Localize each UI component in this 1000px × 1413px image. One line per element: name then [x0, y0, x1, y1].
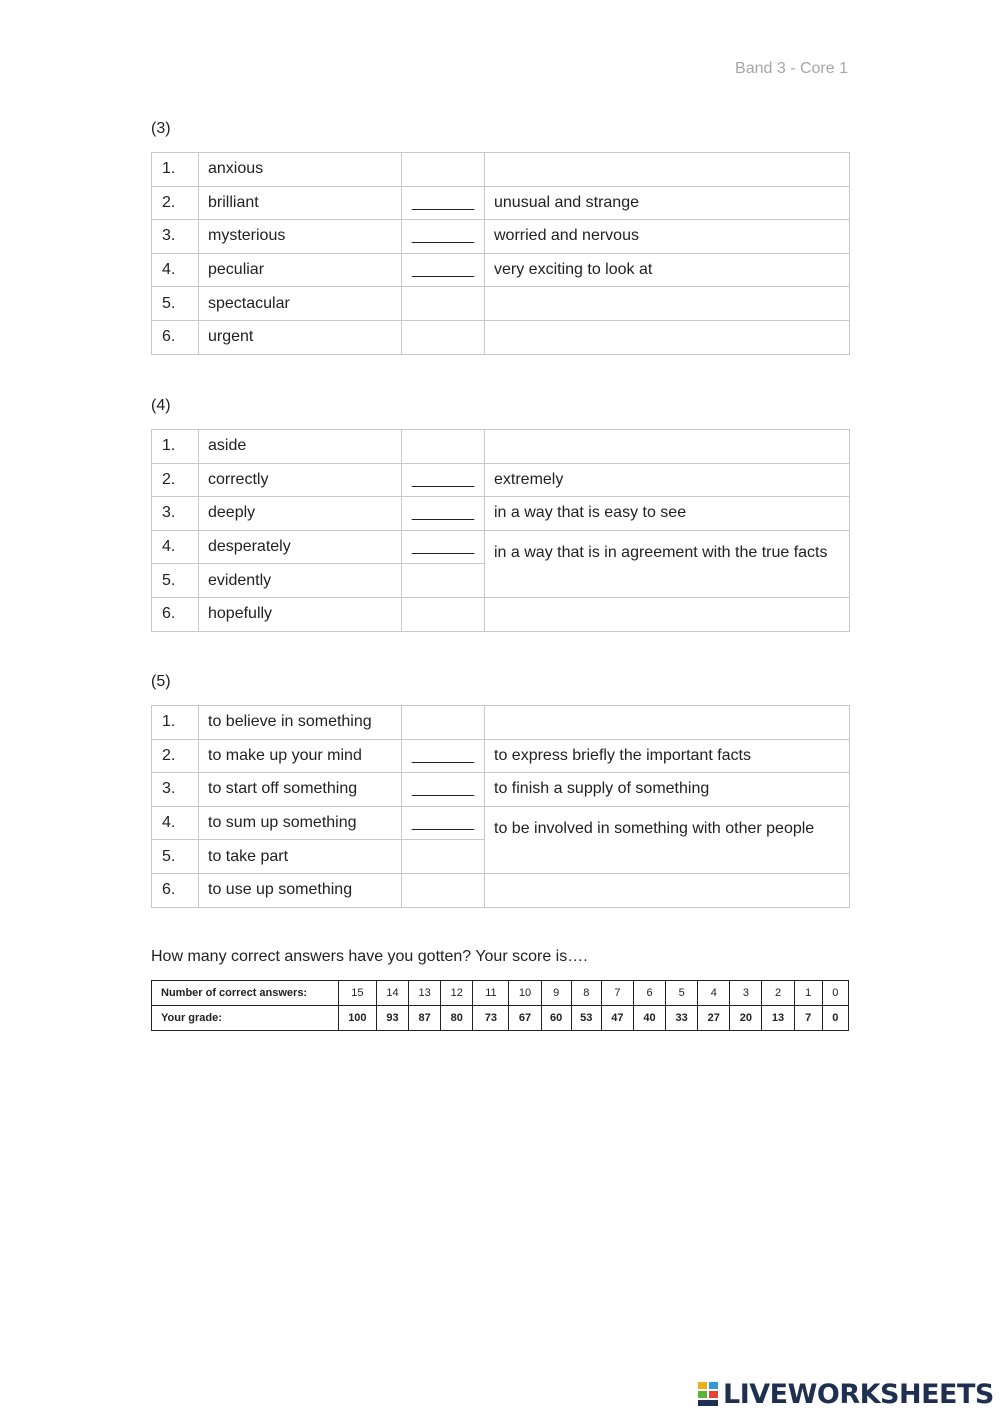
- definition-cell: worried and nervous: [485, 220, 850, 254]
- word-cell: to make up your mind: [199, 739, 402, 773]
- table-row: [152, 530, 850, 564]
- answer-blank[interactable]: [402, 840, 485, 874]
- row-number: 2.: [152, 739, 199, 773]
- row-number: 2.: [152, 463, 199, 497]
- word-cell: to take part: [199, 840, 402, 874]
- grade-cell: 60: [541, 1006, 571, 1031]
- grade-cell: 0: [822, 1006, 848, 1031]
- grade-cell: 7: [794, 1006, 822, 1031]
- definition-cell: in a way that is in agreement with the true facts: [485, 530, 850, 597]
- row-number: 4.: [152, 253, 199, 287]
- grade-cell: 13: [762, 1006, 794, 1031]
- correct-count-cell: 11: [473, 981, 509, 1006]
- grade-cell: 73: [473, 1006, 509, 1031]
- definition-cell: unusual and strange: [485, 186, 850, 220]
- grade-cell: 20: [730, 1006, 762, 1031]
- table-row: [152, 873, 850, 907]
- row-number: 3.: [152, 220, 199, 254]
- definition-cell: [485, 706, 850, 740]
- correct-count-cell: 9: [541, 981, 571, 1006]
- grade-cell: 80: [441, 1006, 473, 1031]
- answer-blank[interactable]: _______: [402, 186, 485, 220]
- answer-blank[interactable]: [402, 597, 485, 631]
- answer-blank[interactable]: [402, 873, 485, 907]
- answer-blank[interactable]: [402, 153, 485, 187]
- row-number: 6.: [152, 320, 199, 354]
- answer-blank[interactable]: _______: [402, 530, 485, 564]
- answer-blank[interactable]: [402, 706, 485, 740]
- grade-cell: 67: [509, 1006, 541, 1031]
- table-row: [152, 320, 850, 354]
- table-row: [152, 806, 850, 840]
- score-question: How many correct answers have you gotten? Your score is….: [151, 948, 588, 965]
- word-cell: urgent: [199, 320, 402, 354]
- correct-count-cell: 6: [633, 981, 665, 1006]
- word-cell: spectacular: [199, 287, 402, 321]
- definition-cell: [485, 320, 850, 354]
- row-number: 1.: [152, 430, 199, 464]
- correct-count-cell: 14: [376, 981, 408, 1006]
- correct-count-cell: 5: [666, 981, 698, 1006]
- word-cell: mysterious: [199, 220, 402, 254]
- definition-cell: in a way that is easy to see: [485, 497, 850, 531]
- definition-cell: [485, 153, 850, 187]
- liveworksheets-logo-icon: [697, 1381, 719, 1407]
- row-number: 3.: [152, 773, 199, 807]
- grades-row: [152, 1006, 849, 1031]
- row-number: 1.: [152, 153, 199, 187]
- section-5-label: (5): [151, 673, 171, 690]
- section-5-table: [151, 705, 850, 908]
- score-table: [151, 980, 849, 1031]
- table-row: [152, 706, 850, 740]
- grade-cell: 93: [376, 1006, 408, 1031]
- row-number: 1.: [152, 706, 199, 740]
- definition-cell: [485, 873, 850, 907]
- definition-cell: to finish a supply of something: [485, 773, 850, 807]
- answer-blank[interactable]: [402, 430, 485, 464]
- grade-label: Your grade:: [152, 1006, 339, 1031]
- grade-cell: 47: [601, 1006, 633, 1031]
- correct-count-cell: 2: [762, 981, 794, 1006]
- word-cell: to start off something: [199, 773, 402, 807]
- page-header: Band 3 - Core 1: [735, 60, 848, 77]
- answer-blank[interactable]: _______: [402, 463, 485, 497]
- answer-blank[interactable]: _______: [402, 220, 485, 254]
- answer-blank[interactable]: _______: [402, 806, 485, 840]
- answer-blank[interactable]: [402, 287, 485, 321]
- correct-count-cell: 4: [698, 981, 730, 1006]
- section-3-table: [151, 152, 850, 355]
- definition-cell: [485, 597, 850, 631]
- table-row: [152, 773, 850, 807]
- table-row: [152, 597, 850, 631]
- definition-cell: to be involved in something with other people: [485, 806, 850, 873]
- brand-name: LIVEWORKSHEETS: [723, 1378, 994, 1410]
- answer-blank[interactable]: [402, 564, 485, 598]
- answer-blank[interactable]: _______: [402, 253, 485, 287]
- correct-count-cell: 0: [822, 981, 848, 1006]
- correct-count-cell: 8: [571, 981, 601, 1006]
- table-row: [152, 253, 850, 287]
- correct-count-cell: 3: [730, 981, 762, 1006]
- section-4-table: [151, 429, 850, 632]
- correct-count-cell: 15: [338, 981, 376, 1006]
- word-cell: to believe in something: [199, 706, 402, 740]
- table-row: [152, 153, 850, 187]
- word-cell: to use up something: [199, 873, 402, 907]
- word-cell: to sum up something: [199, 806, 402, 840]
- grade-cell: 87: [409, 1006, 441, 1031]
- row-number: 5.: [152, 287, 199, 321]
- row-number: 4.: [152, 806, 199, 840]
- table-row: [152, 430, 850, 464]
- answer-blank[interactable]: _______: [402, 497, 485, 531]
- word-cell: correctly: [199, 463, 402, 497]
- table-row: [152, 287, 850, 321]
- section-4-label: (4): [151, 397, 171, 414]
- word-cell: anxious: [199, 153, 402, 187]
- correct-answers-row: [152, 981, 849, 1006]
- correct-count-cell: 7: [601, 981, 633, 1006]
- answer-blank[interactable]: _______: [402, 739, 485, 773]
- word-cell: evidently: [199, 564, 402, 598]
- definition-cell: extremely: [485, 463, 850, 497]
- row-number: 6.: [152, 597, 199, 631]
- grade-cell: 27: [698, 1006, 730, 1031]
- definition-cell: very exciting to look at: [485, 253, 850, 287]
- correct-count-cell: 12: [441, 981, 473, 1006]
- row-number: 5.: [152, 840, 199, 874]
- grade-cell: 40: [633, 1006, 665, 1031]
- correct-count-cell: 13: [409, 981, 441, 1006]
- answer-blank[interactable]: _______: [402, 773, 485, 807]
- word-cell: desperately: [199, 530, 402, 564]
- row-number: 2.: [152, 186, 199, 220]
- grade-cell: 33: [666, 1006, 698, 1031]
- grade-cell: 53: [571, 1006, 601, 1031]
- correct-count-cell: 1: [794, 981, 822, 1006]
- row-number: 4.: [152, 530, 199, 564]
- answer-blank[interactable]: [402, 320, 485, 354]
- word-cell: aside: [199, 430, 402, 464]
- table-row: [152, 497, 850, 531]
- correct-count-cell: 10: [509, 981, 541, 1006]
- liveworksheets-logo: [697, 1378, 994, 1410]
- section-3-label: (3): [151, 120, 171, 137]
- word-cell: hopefully: [199, 597, 402, 631]
- definition-cell: [485, 287, 850, 321]
- table-row: [152, 186, 850, 220]
- grade-cell: 100: [338, 1006, 376, 1031]
- table-row: [152, 739, 850, 773]
- row-number: 6.: [152, 873, 199, 907]
- table-row: [152, 220, 850, 254]
- definition-cell: to express briefly the important facts: [485, 739, 850, 773]
- correct-answers-label: Number of correct answers:: [152, 981, 339, 1006]
- table-row: [152, 463, 850, 497]
- definition-cell: [485, 430, 850, 464]
- word-cell: peculiar: [199, 253, 402, 287]
- row-number: 3.: [152, 497, 199, 531]
- word-cell: brilliant: [199, 186, 402, 220]
- word-cell: deeply: [199, 497, 402, 531]
- row-number: 5.: [152, 564, 199, 598]
